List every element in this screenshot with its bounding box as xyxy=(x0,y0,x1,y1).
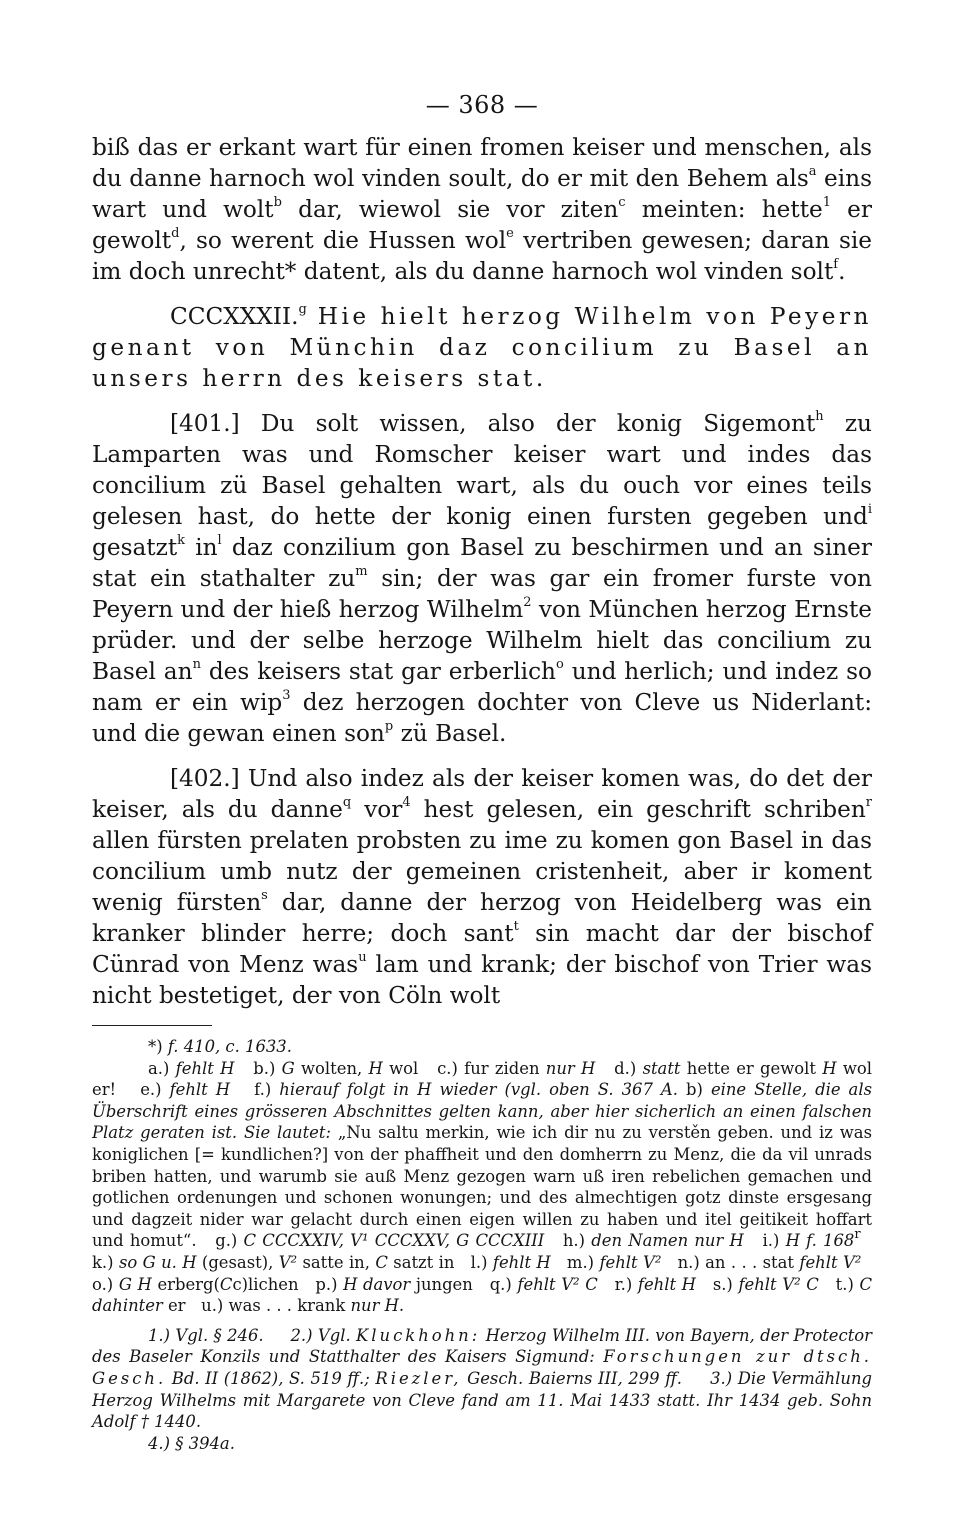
note-mark: 3 xyxy=(282,688,291,704)
variant-text: satzt in xyxy=(393,1252,455,1272)
variant-label: a.) xyxy=(148,1058,170,1078)
author-name: Riezler, xyxy=(375,1368,462,1388)
variant-siglum: H davor xyxy=(343,1274,411,1294)
text-run: dar, danne der herzog von Heidelberg was ein kranker blinder herre; doch sant xyxy=(92,889,872,947)
variant-siglum: G H xyxy=(118,1274,152,1294)
variant-text: erberg( xyxy=(157,1274,220,1294)
text-run: er gewolt xyxy=(92,196,872,254)
variant-notes xyxy=(92,1058,872,1317)
note-4: 4.) § 394a. xyxy=(148,1433,235,1453)
footnotes xyxy=(92,1036,872,1454)
variant-mark: s xyxy=(261,888,268,904)
variant-text: jungen xyxy=(415,1274,473,1294)
text-run: eins wart und wolt xyxy=(92,165,872,223)
note-1: 1.) Vgl. § 246. xyxy=(148,1325,264,1345)
text-run: , so werent die Hussen wol xyxy=(179,227,507,254)
text-run: [402.] Und also indez als der keiser komen was, do det der keiser, als du danne xyxy=(92,765,872,823)
variant-label: r.) xyxy=(614,1274,633,1294)
note-2-ref: Gesch. Baierns III, 299 ff. xyxy=(467,1368,683,1388)
variant-text: fehlt H xyxy=(175,1058,235,1078)
variant-mark: k xyxy=(177,533,186,549)
footnote-text: f. 410, c. 1633. xyxy=(167,1037,292,1056)
variant-mark: g xyxy=(298,302,307,318)
quoted-passage: „Nu saltu merkin, wie ich dir nu zu verstěn geben. und iz was koniglichen [= kundlichen?] von der phaffheit und den domherrn zu Menz, die da vil unrads briben hatten, und warumb sie auß Menz gezogen warn uß iren rebelichen gemachen und gotlichen ordenungen und schonen wonungen; und des almechtigen gotz dinste ersgesang und dagzeit nider war gelacht durch einen eigen willen zu haben und itel geitikeit hoffart und homut“. xyxy=(92,1123,872,1251)
text-run: zü Basel. xyxy=(393,720,507,747)
variant-mark: i xyxy=(867,502,872,518)
footnote-divider xyxy=(92,1025,212,1026)
variant-label: h.) xyxy=(562,1231,586,1251)
variant-siglum: C xyxy=(219,1274,233,1294)
variant-mark: q xyxy=(342,795,352,811)
variant-mark: m xyxy=(355,564,368,580)
text-run: dez herzogen dochter von Cleve us Niderlant: und die gewan einen son xyxy=(92,689,873,747)
variant-text: fehlt H xyxy=(492,1252,551,1272)
variant-text: wolten, xyxy=(301,1058,363,1078)
variant-text: H f. 168 xyxy=(785,1231,855,1251)
variant-label: q.) xyxy=(489,1274,512,1294)
text-run: und herlich; und indez so nam er ein wip xyxy=(92,658,872,716)
text-run: allen fürsten prelaten probsten zu ime zu komen gon Basel in das concilium umb nutz der gemeinen cristenheit, aber ir koment wenig fürsten xyxy=(92,827,872,916)
variant-text: (gesast), xyxy=(201,1252,274,1272)
text-run: sin macht dar der bischof Cünrad von Menz was xyxy=(92,920,872,978)
variant-label: u.) xyxy=(201,1296,224,1316)
variant-text: fehlt V² C xyxy=(738,1274,819,1294)
variant-mark: f xyxy=(833,257,839,273)
variant-text: fehlt V² xyxy=(799,1252,862,1272)
chapter-heading xyxy=(92,301,872,394)
text-run: gesatzt xyxy=(92,534,178,561)
variant-siglum: V² xyxy=(278,1252,298,1272)
journal-name: Forschungen zur dtsch. Gesch. xyxy=(92,1347,873,1388)
page-number: — 368 — xyxy=(425,91,539,119)
variant-text: hierauf folgt in H wieder (vgl. oben S. 367 A. xyxy=(279,1080,678,1100)
variant-mark: h xyxy=(815,409,824,425)
variant-text: fehlt V² xyxy=(599,1252,662,1272)
variant-siglum: H xyxy=(368,1058,383,1078)
variant-mark: a xyxy=(808,164,817,180)
variant-text: so G u. H xyxy=(118,1252,197,1272)
variant-siglum: C dahinter xyxy=(92,1274,873,1316)
note-2: 2.) Vgl. xyxy=(290,1325,351,1345)
numbered-notes xyxy=(92,1325,872,1433)
text-run: sin; der was gar ein fromer furste von Peyern und der hieß herzog Wilhelm xyxy=(92,565,872,623)
paragraph-intro xyxy=(92,132,872,287)
variant-label: c.) xyxy=(437,1058,458,1078)
variant-text: satte in, xyxy=(302,1252,370,1272)
variant-label: g.) xyxy=(215,1231,238,1251)
variant-label: s.) xyxy=(712,1274,733,1294)
variant-label: b) xyxy=(686,1080,703,1100)
numbered-note-4 xyxy=(92,1433,872,1455)
note-3: 3.) Die Vermählung Herzog Wilhelms mit Margarete von Cleve fand am 11. Mai 1433 statt. Ihr 1434 geb. Sohn Adolf † 1440. xyxy=(92,1368,873,1432)
variant-text: nur H. xyxy=(350,1296,405,1316)
variant-text: fehlt V² C xyxy=(517,1274,598,1294)
variant-label: i.) xyxy=(762,1231,780,1251)
text-run: dar, wiewol sie vor ziten xyxy=(281,196,619,223)
text-run: vor xyxy=(351,796,403,823)
variant-text: den Namen nur H xyxy=(591,1231,744,1251)
variant-siglum: C xyxy=(375,1252,388,1272)
text-run: biß das er erkant wart für einen fromen keiser und menschen, als du danne harnoch wol vinden soult, do er mit den Behem als xyxy=(92,134,872,192)
author-name: Kluckhohn: xyxy=(356,1325,481,1345)
variant-text: C CCCXXIV, V¹ CCCXXV, G CCCXIII xyxy=(243,1231,545,1251)
paragraph-401 xyxy=(92,408,872,749)
variant-text: hette er gewolt xyxy=(686,1058,816,1078)
chapter-title: Hie hielt herzog Wilhelm von Peyern genant von Münchin daz concilium zu Basel an unsers herrn des keisers stat. xyxy=(92,303,872,392)
variant-label: m.) xyxy=(566,1252,595,1272)
variant-mark: d xyxy=(171,226,180,242)
text-run: . xyxy=(838,258,846,285)
variant-text: an . . . stat xyxy=(705,1252,795,1272)
main-text xyxy=(92,132,872,1011)
variant-text: fehlt H xyxy=(637,1274,696,1294)
note-2-ref: Bd. II (1862), S. 519 ff.; xyxy=(171,1368,370,1388)
text-run: des keisers stat gar erberlich xyxy=(200,658,556,685)
variant-text: eine Stelle, die als Überschrift eines grösseren Abschnittes gelten kann, aber hier sicherlich an einen falschen Platz geraten ist. Sie lautet: xyxy=(92,1080,872,1143)
variant-mark: l xyxy=(217,533,222,549)
variant-label: k.) xyxy=(92,1252,114,1272)
variant-label: d.) xyxy=(614,1058,637,1078)
variant-label: e.) xyxy=(140,1080,162,1100)
folio-side: r xyxy=(854,1226,861,1242)
variant-label: o.) xyxy=(92,1274,114,1294)
text-run: meinten: hette xyxy=(625,196,823,223)
variant-text: er xyxy=(167,1296,186,1316)
variant-mark: r xyxy=(865,795,872,811)
variant-label: t.) xyxy=(835,1274,854,1294)
variant-text: nur H xyxy=(545,1058,596,1078)
text-run: in xyxy=(185,534,218,561)
variant-mark: b xyxy=(273,195,282,211)
variant-siglum: H xyxy=(822,1058,837,1078)
text-run: [401.] Du solt wissen, also der konig Sigemont xyxy=(170,410,816,437)
variant-text: c)lichen xyxy=(232,1274,299,1294)
variant-label: p.) xyxy=(315,1274,338,1294)
text-run: zu Lamparten was und Romscher keiser wart und indes das concilium zü Basel gehalten wart, als du ouch vor eines teils gelesen hast, do hette der konig einen fursten gegeben und xyxy=(92,410,872,530)
note-mark: 2 xyxy=(523,595,532,611)
variant-mark: t xyxy=(513,919,519,935)
variant-mark: e xyxy=(506,226,514,242)
text-run: daz conzilium gon Basel zu beschirmen und an siner stat ein stathalter zu xyxy=(92,534,872,592)
variant-text: wol er! xyxy=(92,1058,872,1100)
chapter-number: CCCXXXII. xyxy=(170,303,299,330)
footnote-mark: *) xyxy=(148,1037,163,1056)
variant-text: wol xyxy=(389,1058,419,1078)
variant-text: fur ziden xyxy=(464,1058,540,1078)
footnote-star xyxy=(92,1036,872,1058)
variant-mark: c xyxy=(618,195,626,211)
variant-label: f.) xyxy=(254,1080,272,1100)
paragraph-402 xyxy=(92,763,872,1011)
variant-label: n.) xyxy=(677,1252,700,1272)
variant-siglum: G xyxy=(281,1058,295,1078)
variant-label: l.) xyxy=(470,1252,488,1272)
variant-mark: n xyxy=(192,657,201,673)
variant-mark: u xyxy=(358,950,367,966)
variant-mark: o xyxy=(555,657,564,673)
variant-text: was . . . krank xyxy=(228,1296,346,1316)
note-mark: 1 xyxy=(822,195,832,211)
variant-label: b.) xyxy=(253,1058,276,1078)
text-run: lam und krank; der bischof von Trier was nicht bestetiget, der von Cöln wolt xyxy=(92,951,872,1009)
variant-mark: p xyxy=(384,719,394,735)
variant-text: fehlt H xyxy=(169,1080,231,1100)
variant-text: statt xyxy=(642,1058,681,1078)
page xyxy=(92,88,872,1498)
text-run: hest gelesen, ein geschrift schriben xyxy=(410,796,866,823)
text-run: vertriben gewesen; daran sie im doch unrecht* datent, als du danne harnoch wol vinden solt xyxy=(92,227,872,285)
note-mark: 4 xyxy=(402,795,411,811)
note-2-title: Herzog Wilhelm III. von Bayern, der Protector des Baseler Konzils und Statthalter des Kaisers Sigmund: xyxy=(92,1325,872,1367)
text-run: von München herzog Ernste prüder. und der selbe herzoge Wilhelm hielt das concilium zu Basel an xyxy=(92,596,872,685)
